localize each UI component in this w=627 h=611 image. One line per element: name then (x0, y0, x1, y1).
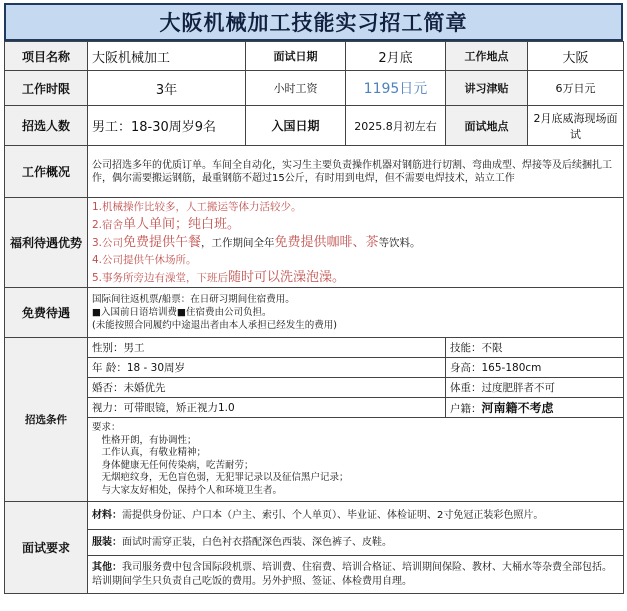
hukou-cell: 户籍：河南籍不考虑 (446, 398, 624, 418)
entry-label: 入国日期 (246, 106, 346, 146)
table-row (5, 71, 624, 106)
other-cell: 其他：我司服务费中包含国际段机票、培训费、住宿费、培训合格证、培训期间保险、教材、大桶水等杂费全部包括。培训期间学生只负责自己吃饭的费用。另外护照、签证、体检费用自理。 (88, 556, 624, 594)
age-cell: 年 龄：18 - 30周岁 (88, 358, 446, 378)
table-row (5, 378, 624, 398)
table-row (5, 398, 624, 418)
allowance-value: 6万日元 (528, 71, 624, 106)
table-row (5, 338, 624, 358)
height-cell: 身高：165-180cm (446, 358, 624, 378)
requirement-line: 要求： (92, 422, 121, 433)
hours-label: 工作时限 (5, 71, 88, 106)
requirement-line: 无烟疤纹身，无色盲色弱，无犯罪记录以及征信黑户记录； (92, 472, 349, 483)
list-item: 5.事务所旁边有澡堂，下班后随时可以洗澡泡澡。 (92, 269, 346, 285)
free-line: (未能按照合同履约中途退出者由本人承担已经发生的费用) (92, 320, 337, 331)
requirement-line: 与大家友好相处，保持个人和环境卫生者。 (92, 484, 283, 496)
wage-label: 小时工资 (246, 71, 346, 106)
hours-value: 3年 (88, 71, 246, 106)
conditions-label: 招选条件 (5, 338, 88, 502)
clothing-cell: 服装：面试时需穿正装，白色衬衣搭配深色西装、深色裤子、皮鞋。 (88, 530, 624, 556)
list-item: 3.公司免费提供午餐，工作期间全年免费提供咖啡、茶等饮料。 (92, 234, 421, 250)
benefits-list (88, 198, 624, 288)
table-row (5, 42, 624, 71)
benefits-label: 福利待遇优势 (5, 198, 88, 288)
free-text (88, 288, 624, 338)
location-value: 大阪 (528, 42, 624, 71)
list-item: 2.宿舍单人单间；纯白班。 (92, 216, 241, 232)
interview-label: 面试要求 (5, 502, 88, 594)
count-label: 招选人数 (5, 106, 88, 146)
table-row (5, 556, 624, 594)
list-item: 1.机械操作比较多，人工搬运等体力活较少。 (92, 200, 302, 213)
interview-date-label: 面试日期 (246, 42, 346, 71)
list-item: 4.公司提供午休场所。 (92, 253, 197, 266)
page-title: 大阪机械加工技能实习招工简章 (4, 3, 623, 41)
table-row (5, 146, 624, 198)
overview-text: 公司招选多年的优质订单。车间全自动化，实习生主要负责操作机器对钢筋进行切割、弯曲成型、焊接等及后续捆扎工作，偶尔需要搬运钢筋，最重钢筋不超过15公斤，有时用到电焊，但不需要电焊技术，站立工作 (88, 146, 624, 198)
vision-cell: 视力：可带眼镜，矫正视力1.0 (88, 398, 446, 418)
requirement-line: 性格开朗，有协调性； (92, 434, 197, 446)
overview-label: 工作概况 (5, 146, 88, 198)
free-line: 国际间往返机票/船票：在日研习期间住宿费用。 (92, 294, 295, 305)
weight-cell: 体重：过度肥胖者不可 (446, 378, 624, 398)
free-label: 免费待遇 (5, 288, 88, 338)
table-row (5, 358, 624, 378)
requirements-cell (88, 418, 624, 502)
info-table (4, 41, 624, 594)
free-line: ■入国前日语培训费■住宿费由公司负担。 (92, 307, 272, 318)
table-row (5, 288, 624, 338)
allowance-label: 讲习津贴 (446, 71, 528, 106)
gender-cell: 性别：男工 (88, 338, 446, 358)
table-row (5, 418, 624, 502)
location-label: 工作地点 (446, 42, 528, 71)
entry-value: 2025.8月初左右 (346, 106, 446, 146)
requirement-line: 工作认真，有敬业精神； (92, 447, 207, 458)
skill-cell: 技能：不限 (446, 338, 624, 358)
project-label: 项目名称 (5, 42, 88, 71)
materials-cell: 材料：需提供身份证、户口本（户主、索引、个人单页）、毕业证、体检证明、2寸免冠正装彩色照片。 (88, 502, 624, 530)
marriage-cell: 婚否：未婚优先 (88, 378, 446, 398)
interview-date-value: 2月底 (346, 42, 446, 71)
iv-location-value: 2月底威海现场面试 (528, 106, 624, 146)
iv-location-label: 面试地点 (446, 106, 528, 146)
requirement-line: 身体健康无任何传染病，吃苦耐劳； (92, 459, 254, 471)
table-row (5, 502, 624, 530)
project-value: 大阪机械加工 (88, 42, 246, 71)
recruitment-sheet (4, 3, 623, 607)
count-value: 男工：18-30周岁9名 (88, 106, 246, 146)
table-row (5, 530, 624, 556)
wage-value: 1195日元 (346, 71, 446, 106)
table-row (5, 198, 624, 288)
table-row (5, 106, 624, 146)
